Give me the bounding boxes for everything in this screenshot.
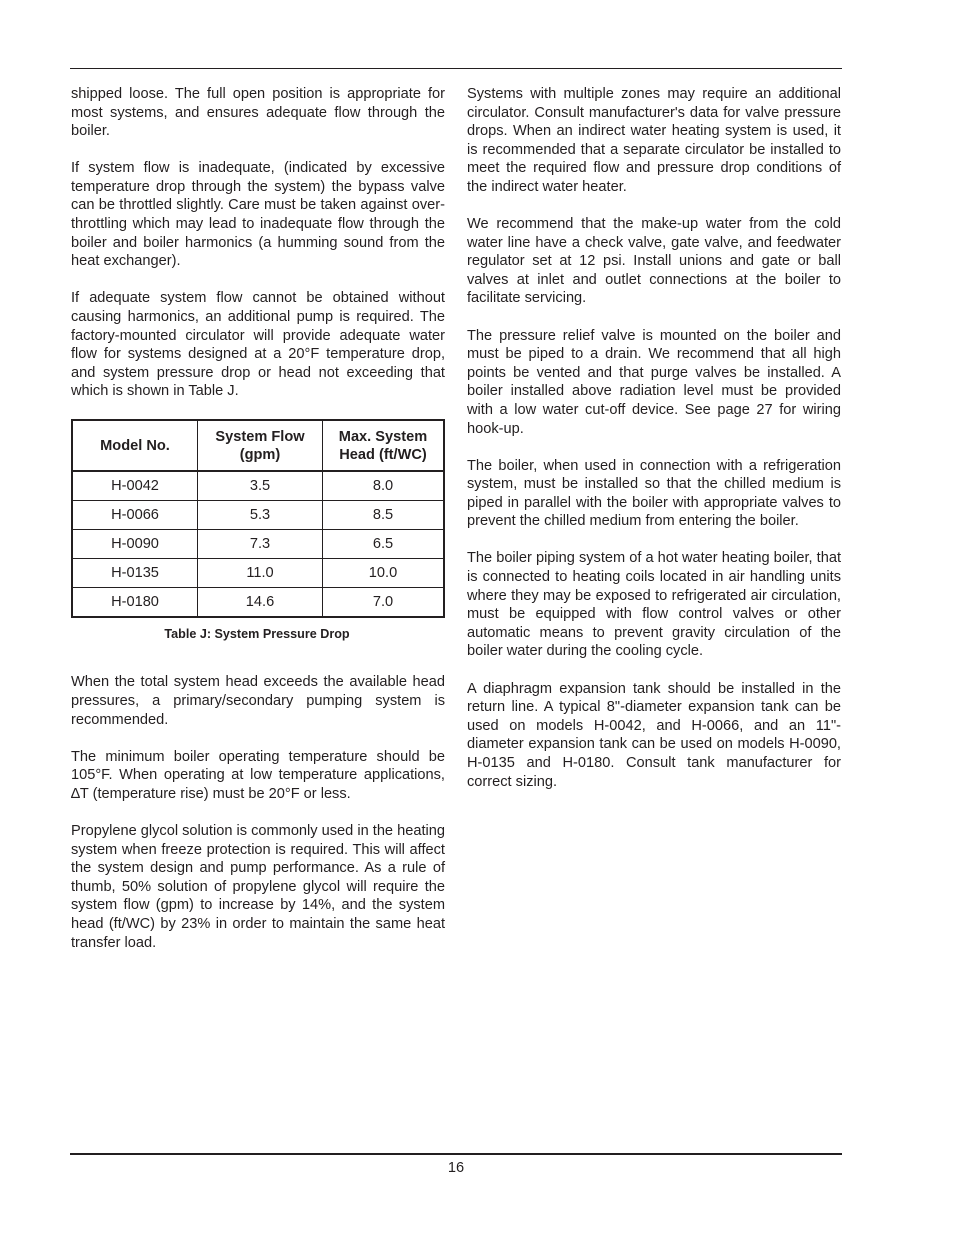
paragraph: Propylene glycol solution is commonly used in the heating system when freeze protection is required. This will affect the system design and pump performance. As a rule of thumb, 50% solution of propylene glycol will require the system flow (gpm) to increase by 14%, and the system head (ft/WC) by 23% in order to maintain the same heat transfer load. (71, 822, 445, 951)
cell-flow: 14.6 (198, 588, 323, 618)
table-row (72, 471, 444, 501)
cell-model: H-0090 (72, 530, 198, 559)
system-pressure-drop-table (71, 419, 445, 618)
paragraph: shipped loose. The full open position is appropriate for most systems, and ensures adequate flow through the boiler. (71, 86, 445, 140)
table-caption: Table J: System Pressure Drop (164, 627, 350, 642)
paragraph: If adequate system flow cannot be obtained without causing harmonics, an additional pump is required. The factory-mounted circulator will provide adequate water flow for systems designed at a 20°F temperature drop, and system pressure drop or head not exceeding that which is shown in Table J. (71, 290, 445, 400)
table-row (72, 530, 444, 559)
table-row (72, 501, 444, 530)
cell-head: 8.5 (323, 501, 445, 530)
header-rule (70, 68, 842, 69)
cell-model: H-0135 (72, 559, 198, 588)
paragraph: We recommend that the make-up water from the cold water line have a check valve, gate valve, and feedwater regulator set at 12 psi. Install unions and gate or ball valves at inlet and outlet connections at the boiler to facilitate servicing. (467, 216, 841, 307)
cell-flow: 11.0 (198, 559, 323, 588)
table-row (72, 588, 444, 618)
cell-model: H-0180 (72, 588, 198, 618)
paragraph: Systems with multiple zones may require an additional circulator. Consult manufacturer's data for valve pressure drops. When an indirect water heating system is used, it is recommended that a separate circulator be installed to meet the required flow and pressure drop conditions of the indirect water heater. (467, 86, 841, 195)
footer-rule (70, 1153, 842, 1155)
right-column (467, 85, 841, 810)
paragraph: The pressure relief valve is mounted on the boiler and must be piped to a drain. We recommend that all high points be vented and that purge valves be installed. A boiler installed above radiation level must be provided with a low water cut-off device. See page 27 for wiring hook-up. (467, 327, 841, 437)
cell-head: 8.0 (323, 471, 445, 501)
cell-model: H-0042 (72, 471, 198, 501)
paragraph: A diaphragm expansion tank should be installed in the return line. A typical 8"-diameter expansion tank can be used on models H-0042, and H-0066, and an 11"-diameter expansion tank can be used on models H-0090, H-0135 and H-0180. Consult tank manufacturer for correct sizing. (467, 680, 841, 790)
paragraph: If system flow is inadequate, (indicated by excessive temperature drop through the system) the bypass valve can be throttled slightly. Care must be taken against over-throttling which may lead to inadequate flow through the boiler and boiler harmonics (a humming sound from the heat exchanger). (71, 160, 445, 270)
paragraph: The boiler piping system of a hot water heating boiler, that is connected to heating coils located in air handling units where they may be exposed to refrigerated air circulation, must be equipped with flow control valves or other automatic means to prevent gravity circulation of the boiler water during the cooling cycle. (467, 550, 841, 660)
cell-head: 10.0 (323, 559, 445, 588)
column-header-flow: System Flow (gpm) (198, 420, 323, 471)
column-header-model: Model No. (72, 420, 198, 471)
table-header-row (72, 420, 444, 471)
cell-model: H-0066 (72, 501, 198, 530)
table-row (72, 559, 444, 588)
paragraph: The minimum boiler operating temperature should be 105°F. When operating at low temperature applications, ∆T (temperature rise) must be 20°F or less. (71, 748, 445, 802)
paragraph: When the total system head exceeds the available head pressures, a primary/secondary pumping system is recommended. (71, 674, 445, 728)
column-header-head: Max. System Head (ft/WC) (323, 420, 445, 471)
paragraph: The boiler, when used in connection with a refrigeration system, must be installed so that the chilled medium is piped in parallel with the boiler with appropriate valves to prevent the chilled medium from entering the boiler. (467, 457, 841, 530)
left-column (71, 85, 445, 971)
cell-head: 6.5 (323, 530, 445, 559)
page-number: 16 (447, 1160, 465, 1176)
cell-flow: 7.3 (198, 530, 323, 559)
cell-flow: 3.5 (198, 471, 323, 501)
cell-flow: 5.3 (198, 501, 323, 530)
cell-head: 7.0 (323, 588, 445, 618)
